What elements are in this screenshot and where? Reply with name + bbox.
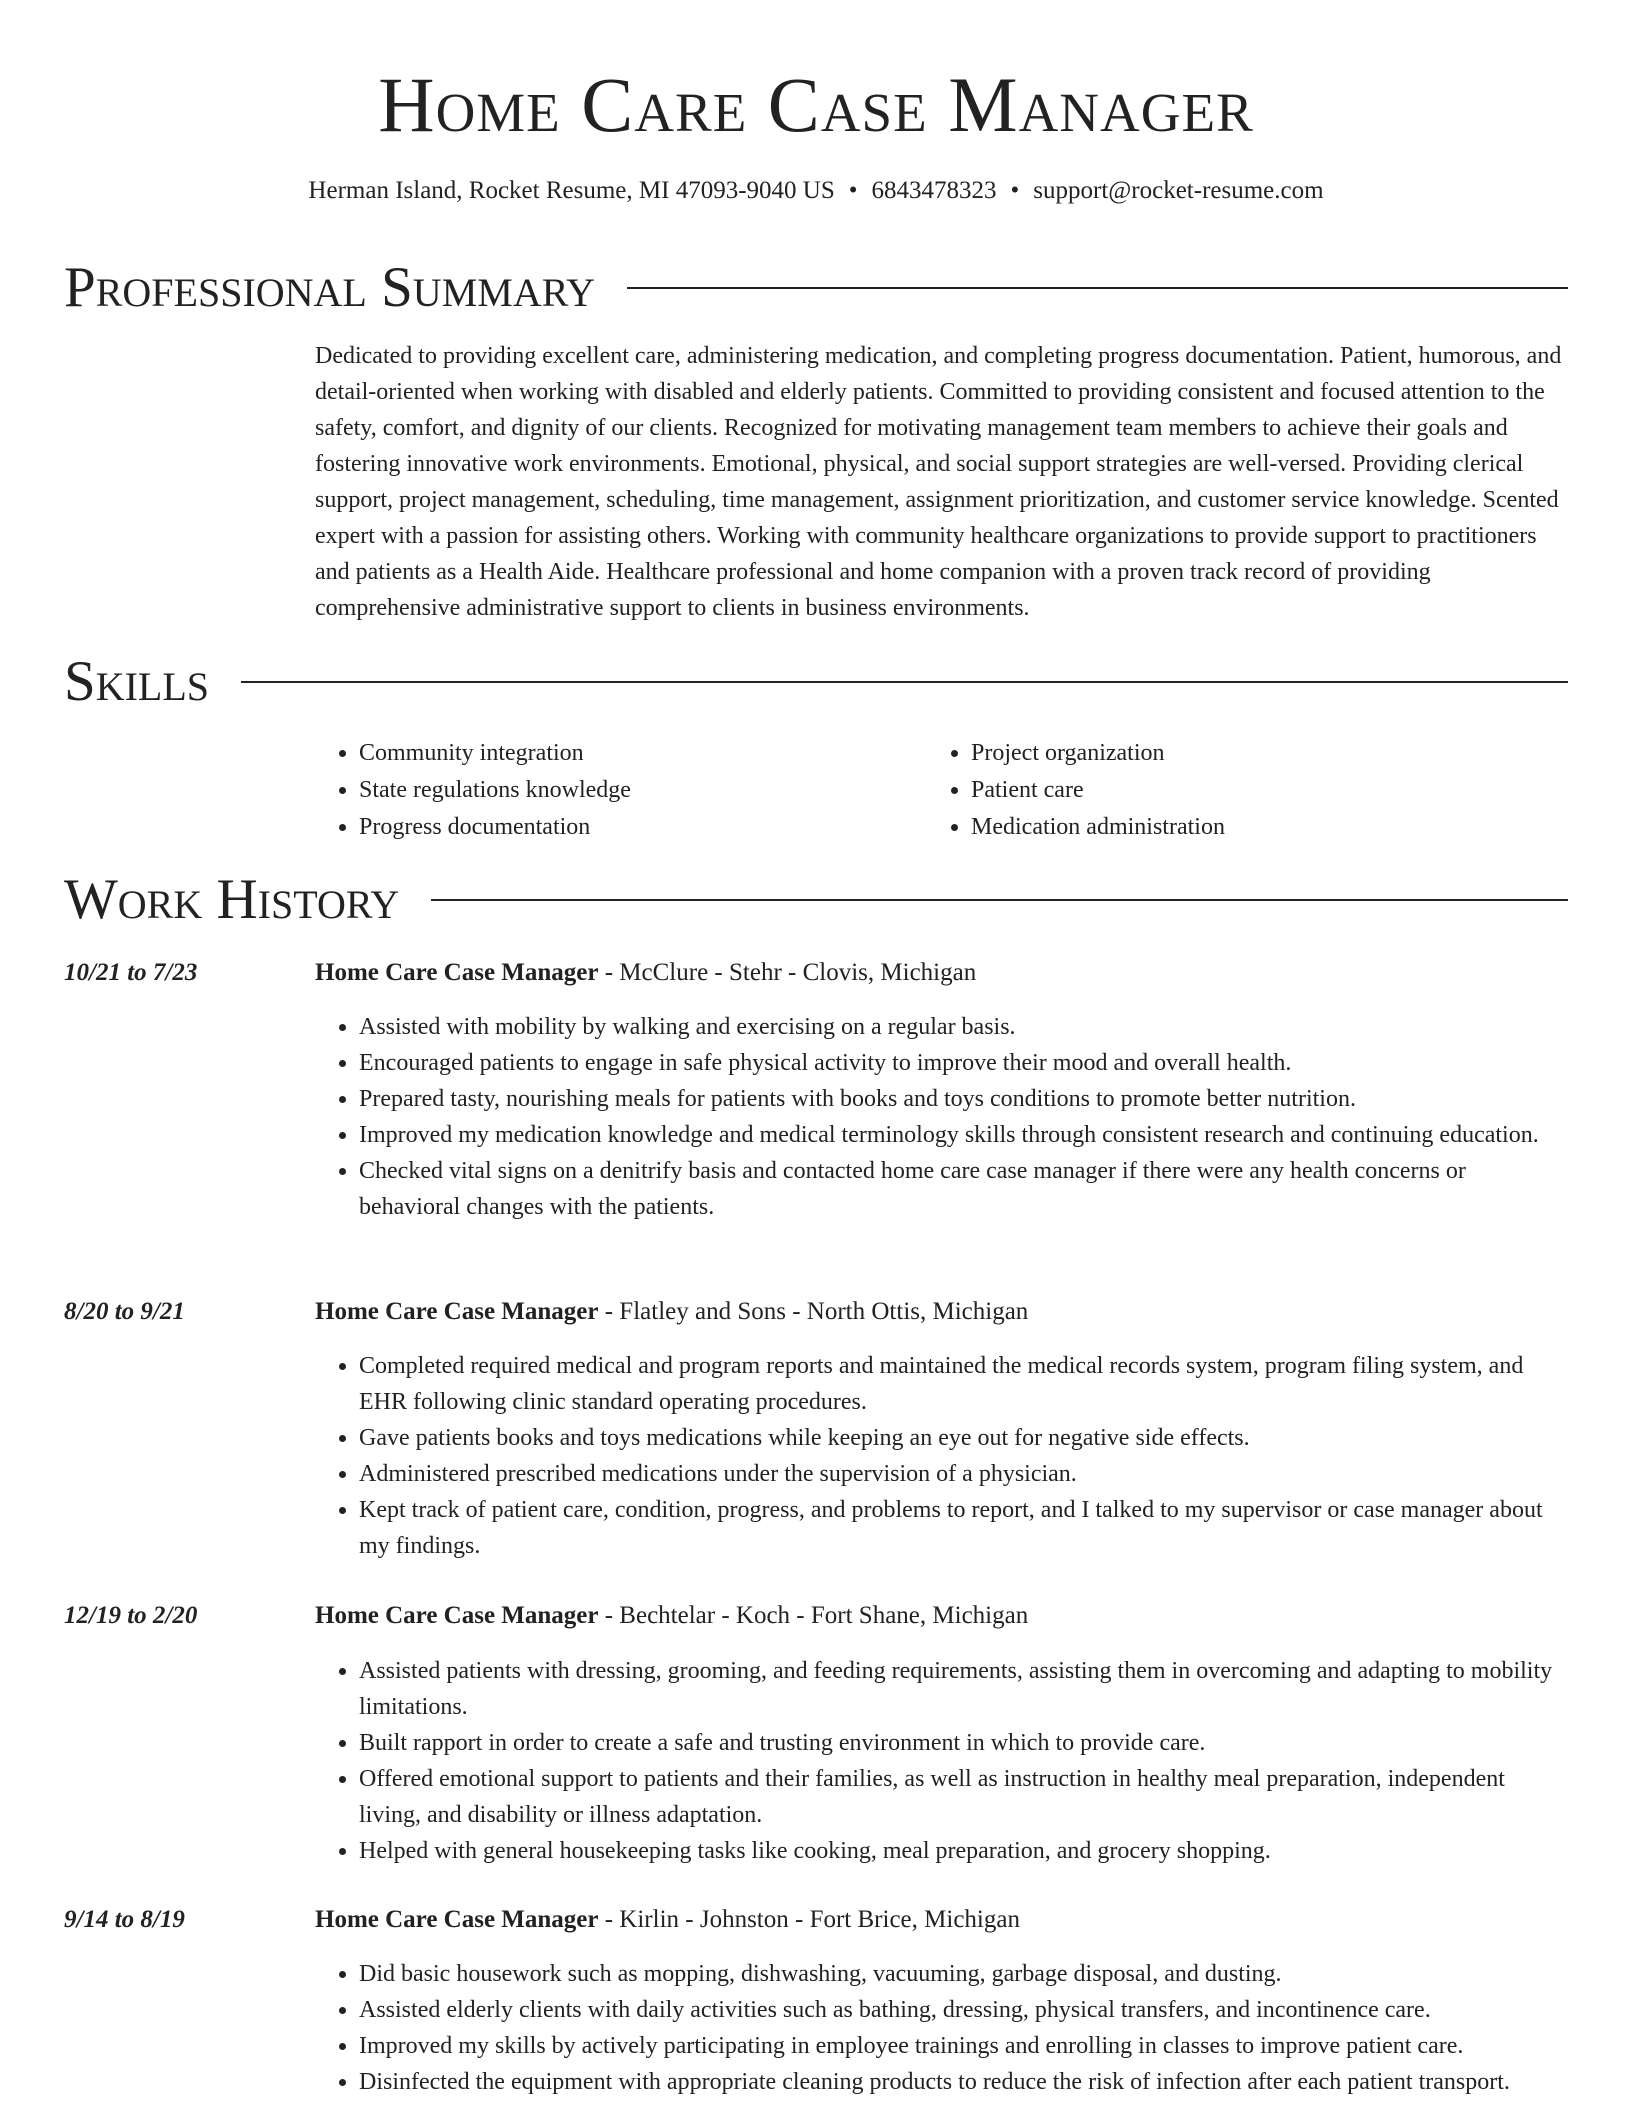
contact-separator: • [848,177,858,204]
job-dates: 12/19 to 2/20 [64,1602,198,1629]
job-bullet: • Offered emotional support to patients and their families, as well as instruction in healthy meal preparation, independent living, and disability or illness adaptation. [359,1761,1568,1833]
job-dates: 10/21 to 7/23 [64,959,198,986]
job-bullet: • Assisted elderly clients with daily activities such as bathing, dressing, physical transfers, and incontinence care. [359,1992,1568,2028]
job-bullet: • Administered prescribed medications under the supervision of a physician. [359,1456,1568,1492]
job-bullet: • Did basic housework such as mopping, dishwashing, vacuuming, garbage disposal, and dusting. [359,1956,1568,1992]
skill-item: • State regulations knowledge [359,772,631,809]
skills-list-left [315,735,631,846]
summary-heading: Professional Summary [64,256,596,319]
job-bullets [315,1956,1568,2100]
job-bullet: • Assisted patients with dressing, grooming, and feeding requirements, assisting them in overcoming and adapting to mobility limitations. [359,1653,1568,1725]
job-bullet: • Built rapport in order to create a safe and trusting environment in which to provide care. [359,1725,1568,1761]
job-employer-location: - Flatley and Sons - North Ottis, Michigan [598,1298,1029,1325]
section-divider [241,681,1568,683]
section-divider [627,287,1568,289]
job-bullet: • Assisted with mobility by walking and exercising on a regular basis. [359,1009,1568,1045]
skill-item: • Medication administration [971,809,1225,846]
contact-line [0,174,1632,208]
contact-phone: 6843478323 [871,177,997,204]
job-bullet: • Disinfected the equipment with appropriate cleaning products to reduce the risk of infection after each patient transport. [359,2064,1568,2100]
job-bullet: • Helped with general housekeeping tasks like cooking, meal preparation, and grocery shopping. [359,1833,1568,1869]
job-bullet: • Checked vital signs on a denitrify basis and contacted home care case manager if there were any health concerns or behavioral changes with the patients. [359,1153,1568,1225]
skills-heading: Skills [64,650,210,713]
job-bullet: • Gave patients books and toys medications while keeping an eye out for negative side effects. [359,1420,1568,1456]
skill-item: • Project organization [971,735,1225,772]
job-bullet: • Improved my medication knowledge and medical terminology skills through consistent research and continuing education. [359,1117,1568,1153]
skills-list-right [927,735,1225,846]
job-heading [315,956,976,990]
job-heading [315,1295,1028,1329]
work-heading: Work History [64,868,400,931]
skill-item: • Community integration [359,735,631,772]
job-bullet: • Kept track of patient care, condition, progress, and problems to report, and I talked to my supervisor or case manager about my findings. [359,1492,1568,1564]
job-dates: 9/14 to 8/19 [64,1906,185,1933]
summary-text: Dedicated to providing excellent care, administering medication, and completing progress documentation. Patient, humorous, and detail-oriented when working with disabled and elderly patients. Committed to providing consistent and focused attention to the safety, comfort, and dignity of our clients. Recognized for motivating management team members to achieve their goals and fostering innovative work environments. Emotional, physical, and social support strategies are well-versed. Providing clerical support, project management, scheduling, time management, assignment prioritization, and customer service knowledge. Scented expert with a passion for assisting others. Working with community healthcare organizations to provide support to practitioners and patients as a Health Aide. Healthcare professional and home companion with a proven track record of providing comprehensive administrative support to clients in business environments. [315,343,1562,621]
section-divider [431,899,1568,901]
contact-address: Herman Island, Rocket Resume, MI 47093-9040 US [308,177,835,204]
job-heading [315,1599,1028,1633]
work-section-header [64,868,1568,932]
job-title: Home Care Case Manager [315,1298,599,1325]
contact-separator: • [1010,177,1020,204]
skill-item: • Patient care [971,772,1225,809]
contact-email: support@rocket-resume.com [1033,177,1324,204]
summary-section-header [64,256,1568,320]
job-employer-location: - McClure - Stehr - Clovis, Michigan [598,959,977,986]
job-bullets [315,1009,1568,1225]
job-employer-location: - Bechtelar - Koch - Fort Shane, Michigan [598,1602,1029,1629]
job-dates: 8/20 to 9/21 [64,1298,185,1325]
job-bullet: • Prepared tasty, nourishing meals for patients with books and toys conditions to promote better nutrition. [359,1081,1568,1117]
job-title: Home Care Case Manager [315,959,599,986]
job-title: Home Care Case Manager [315,1602,599,1629]
job-heading [315,1903,1020,1937]
skill-item: • Progress documentation [359,809,631,846]
job-bullets [315,1653,1568,1869]
skills-section-header [64,650,1568,714]
job-title: Home Care Case Manager [315,1906,599,1933]
job-bullet: • Encouraged patients to engage in safe physical activity to improve their mood and overall health. [359,1045,1568,1081]
job-bullet: • Improved my skills by actively participating in employee trainings and enrolling in classes to improve patient care. [359,2028,1568,2064]
candidate-name: Home Care Case Manager [378,61,1254,148]
job-bullet: • Completed required medical and program reports and maintained the medical records system, program filing system, and EHR following clinic standard operating procedures. [359,1348,1568,1420]
job-bullets [315,1348,1568,1564]
job-employer-location: - Kirlin - Johnston - Fort Brice, Michigan [598,1906,1020,1933]
